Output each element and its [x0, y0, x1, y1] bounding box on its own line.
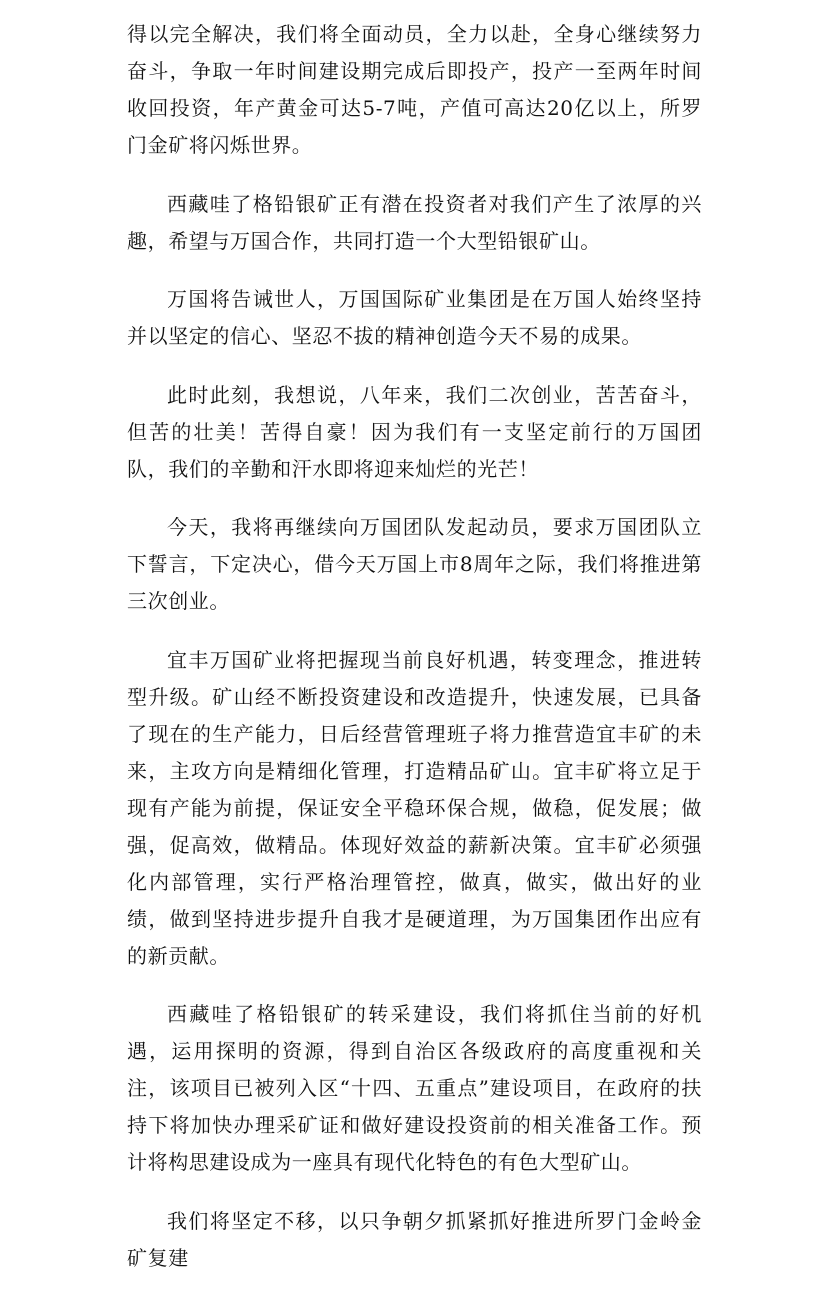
- paragraph-8: 我们将坚定不移，以只争朝夕抓紧抓好推进所罗门金岭金矿复建: [127, 1208, 702, 1270]
- paragraph-1: 得以完全解决，我们将全面动员，全力以赴，全身心继续努力奋斗，争取一年时间建设期完成后即投产，投产一至两年时间收回投资，年产黄金可达5-7吨，产值可高达20亿以上，所罗门金矿将闪烁世界。: [127, 22, 702, 157]
- paragraph-5: 今天，我将再继续向万国团队发起动员，要求万国团队立下誓言，下定决心，借今天万国上市8周年之际，我们将推进第三次创业。: [127, 515, 702, 613]
- paragraph-7: 西藏哇了格铅银矿的转采建设，我们将抓住当前的好机遇，运用探明的资源，得到自治区各级政府的高度重视和关注，该项目已被列入区“十四、五重点”建设项目，在政府的扶持下将加快办理采矿证和做好建设投资前的相关准备工作。预计将构思建设成为一座具有现代化特色的有色大型矿山。: [127, 1002, 702, 1174]
- paragraph-2: 西藏哇了格铅银矿正有潜在投资者对我们产生了浓厚的兴趣，希望与万国合作，共同打造一个大型铅银矿山。: [127, 191, 702, 253]
- paragraph-3: 万国将告诫世人，万国国际矿业集团是在万国人始终坚持并以坚定的信心、坚忍不拔的精神创造今天不易的成果。: [127, 287, 702, 348]
- paragraph-6: 宜丰万国矿业将把握现当前良好机遇，转变理念，推进转型升级。矿山经不断投资建设和改造提升，快速发展，已具备了现在的生产能力，日后经营管理班子将力推营造宜丰矿的未来，主攻方向是精细化管理，打造精品矿山。宜丰矿将立足于现有产能为前提，保证安全平稳环保合规，做稳，促发展；做强，促高效，做精品。体现好效益的薪新决策。宜丰矿必须强化内部管理，实行严格治理管控，做真，做实，做出好的业绩，做到坚持进步提升自我才是硬道理，为万国集团作出应有的新贡献。: [127, 647, 702, 968]
- paragraph-4: 此时此刻，我想说，八年来，我们二次创业，苦苦奋斗，但苦的壮美！苦得自豪！因为我们有一支坚定前行的万国团队，我们的辛勤和汗水即将迎来灿烂的光芒！: [127, 382, 702, 481]
- document-page: [127, 16, 702, 1298]
